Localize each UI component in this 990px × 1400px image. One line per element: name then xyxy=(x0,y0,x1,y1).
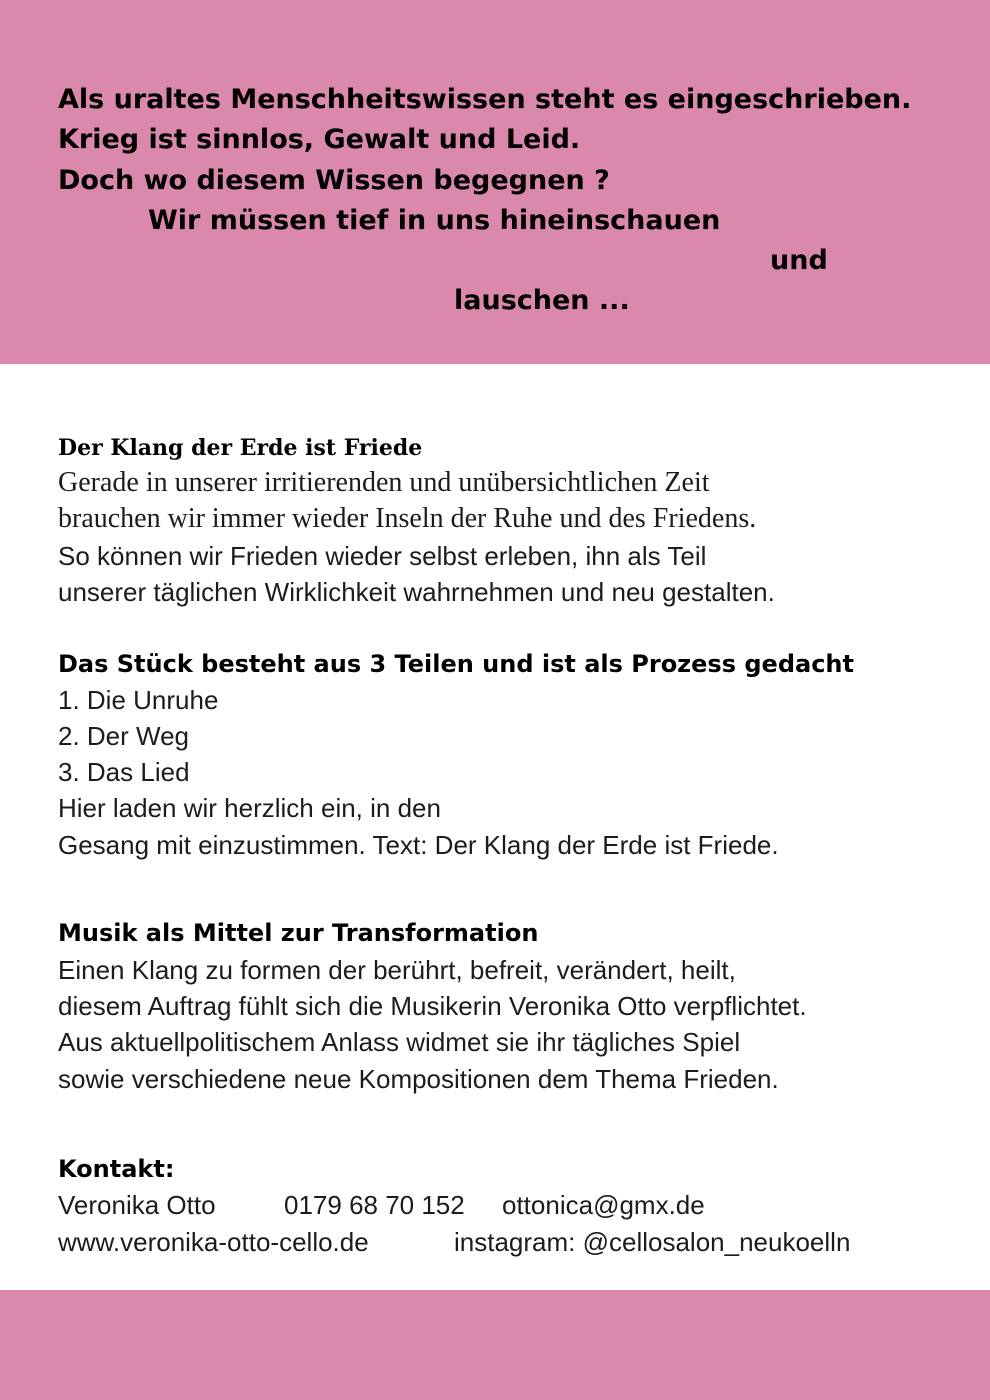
section-2-line-1: 1. Die Unruhe xyxy=(58,685,219,715)
section-3-line-4: sowie verschiedene neue Kompositionen dem Thema Frieden. xyxy=(58,1064,779,1094)
contact-email[interactable]: ottonica@gmx.de xyxy=(502,1190,705,1220)
intro-line-6: lauschen ... xyxy=(454,285,630,316)
section-3-line-1: Einen Klang zu formen der berührt, befreit, verändert, heilt, xyxy=(58,955,736,985)
section-1-line-3: So können wir Frieden wieder selbst erleben, ihn als Teil xyxy=(58,541,707,571)
contact-phone: 0179 68 70 152 xyxy=(284,1190,465,1220)
section-2-line-2: 2. Der Weg xyxy=(58,721,190,751)
section-1-line-4: unserer täglichen Wirklichkeit wahrnehmen und neu gestalten. xyxy=(58,577,775,607)
section-2-line-4: Hier laden wir herzlich ein, in den xyxy=(58,793,441,823)
intro-line-2: Krieg ist sinnlos, Gewalt und Leid. xyxy=(58,124,581,155)
section-3-title: Musik als Mittel zur Transformation xyxy=(58,919,539,947)
section-3-line-3: Aus aktuellpolitischem Anlass widmet sie ihr tägliches Spiel xyxy=(58,1027,741,1057)
section-1-line-2: brauchen wir immer wieder Inseln der Ruhe und des Friedens. xyxy=(58,503,757,534)
intro-line-5: und xyxy=(770,245,828,276)
section-2-line-5: Gesang mit einzustimmen. Text: Der Klang der Erde ist Friede. xyxy=(58,830,779,860)
section-3-line-2: diesem Auftrag fühlt sich die Musikerin Veronika Otto verpflichtet. xyxy=(58,991,807,1021)
bottom-pink-band xyxy=(0,1290,990,1400)
contact-instagram[interactable]: instagram: @cellosalon_neukoelln xyxy=(454,1227,851,1257)
section-2-line-3: 3. Das Lied xyxy=(58,757,190,787)
section-1-title: Der Klang der Erde ist Friede xyxy=(58,435,423,461)
section-2-title: Das Stück besteht aus 3 Teilen und ist als Prozess gedacht xyxy=(58,650,854,678)
intro-line-1: Als uraltes Menschheitswissen steht es eingeschrieben. xyxy=(58,84,912,115)
intro-line-4: Wir müssen tief in uns hineinschauen xyxy=(148,205,721,236)
contact-website[interactable]: www.veronika-otto-cello.de xyxy=(58,1227,369,1257)
contact-name: Veronika Otto xyxy=(58,1190,216,1220)
contact-title: Kontakt: xyxy=(58,1155,175,1183)
intro-line-3: Doch wo diesem Wissen begegnen ? xyxy=(58,165,610,196)
section-1-line-1: Gerade in unserer irritierenden und unübersichtlichen Zeit xyxy=(58,467,710,498)
